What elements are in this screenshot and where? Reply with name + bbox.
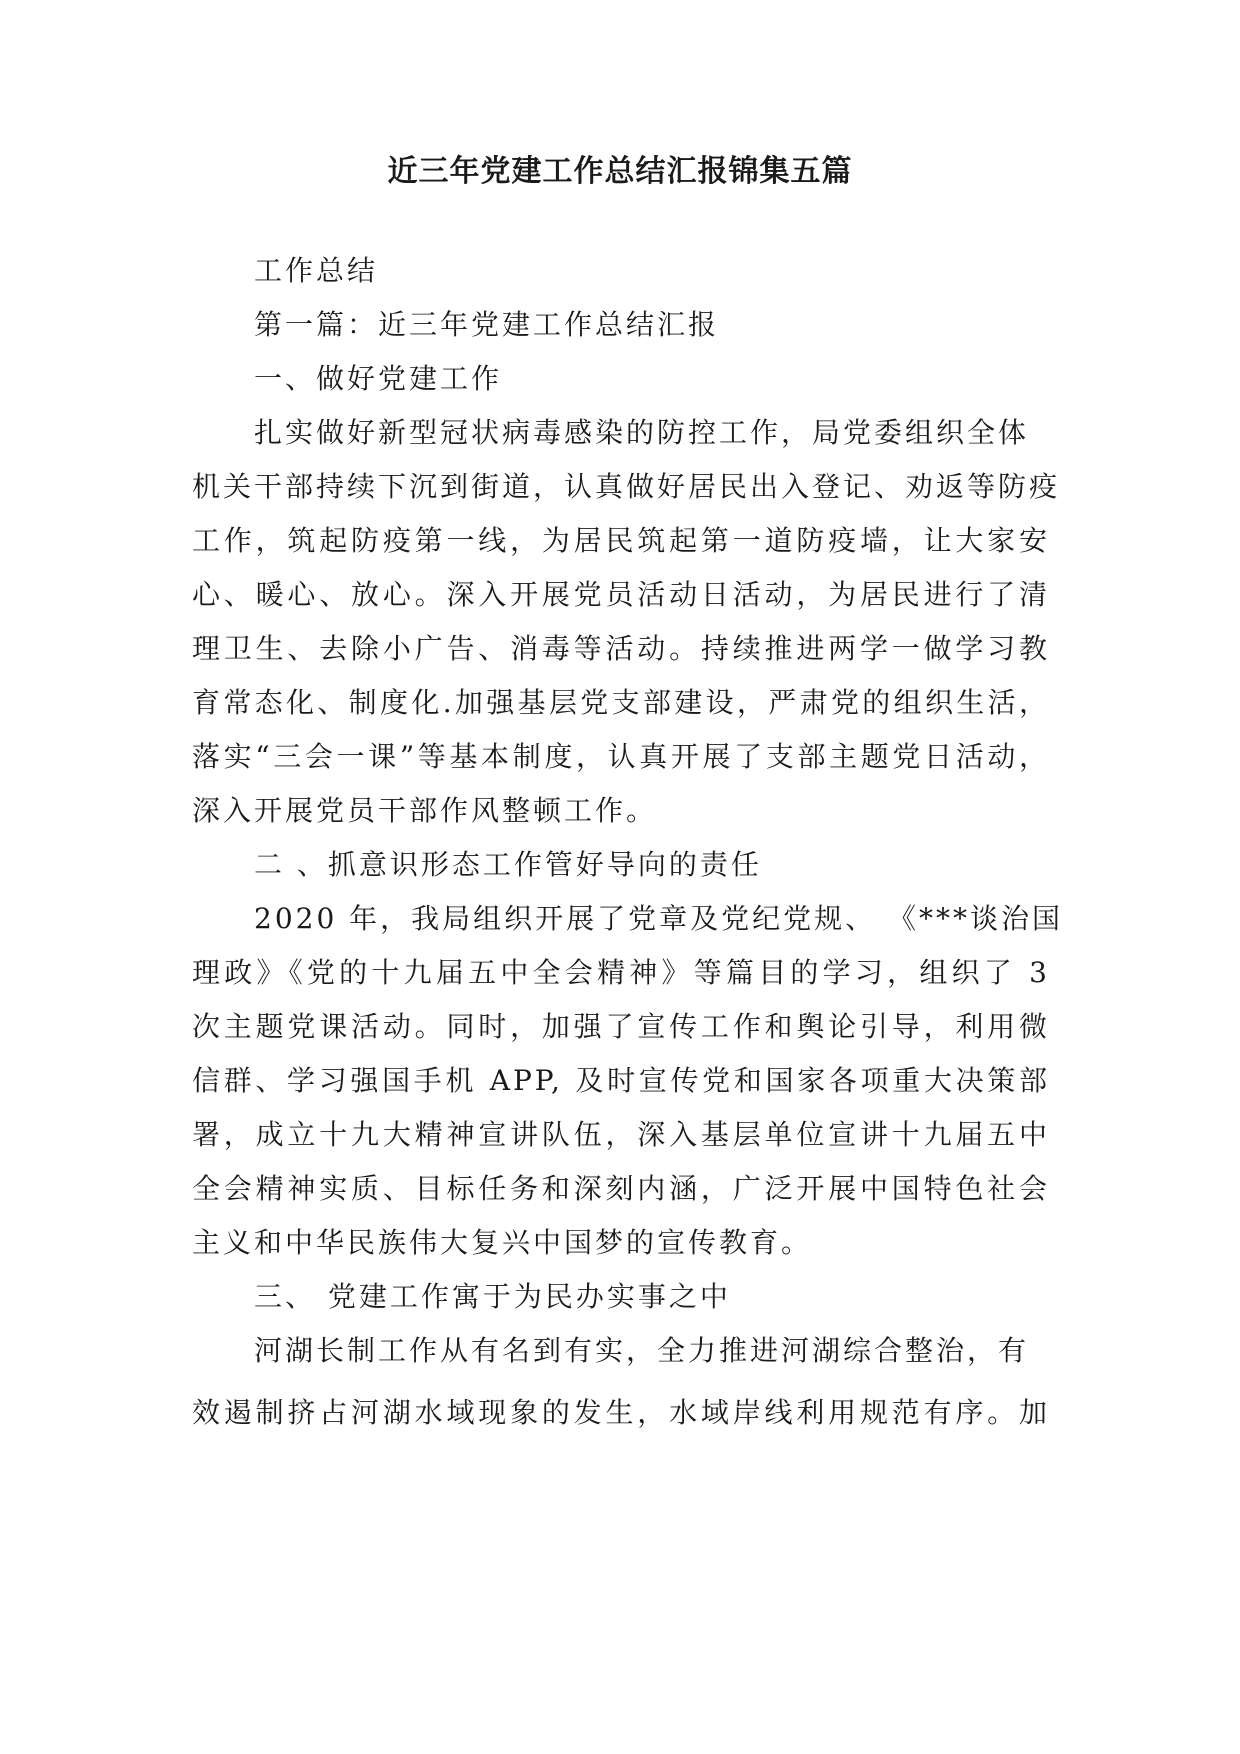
section-1-line: 心、暖心、放心。深入开展党员活动日活动，为居民进行了清: [192, 578, 1050, 611]
section-2-line: 次主题党课活动。同时，加强了宣传工作和舆论引导，利用微: [192, 1010, 1050, 1043]
section-1-heading: 一、做好党建工作: [254, 362, 503, 395]
section-3-line: 效遏制挤占河湖水域现象的发生，水域岸线利用规范有序。加: [192, 1396, 1050, 1429]
section-3-line: 河湖长制工作从有名到有实，全力推进河湖综合整治，有: [254, 1334, 1030, 1367]
section-1-line: 理卫生、去除小广告、消毒等活动。持续推进两学一做学习教: [192, 632, 1050, 665]
section-2-line: 2020 年，我局组织开展了党章及党纪党规、 《***谈治国: [254, 902, 1064, 935]
document-body: [192, 244, 1064, 1440]
section-1-line: 工作，筑起防疫第一线，为居民筑起第一道防疫墙，让大家安: [192, 524, 1050, 557]
section-1-line: 育常态化、制度化.加强基层党支部建设，严肃党的组织生活，: [192, 686, 1050, 719]
section-2-line: 署，成立十九大精神宣讲队伍，深入基层单位宣讲十九届五中: [192, 1118, 1050, 1151]
chapter-heading: 第一篇：近三年党建工作总结汇报: [254, 308, 720, 341]
section-2-line: 信群、学习强国手机 APP, 及时宣传党和国家各项重大决策部: [192, 1064, 1050, 1097]
section-1-line: 落实“三会一课”等基本制度，认真开展了支部主题党日活动，: [192, 740, 1050, 773]
section-1-line: 机关干部持续下沉到街道，认真做好居民出入登记、劝返等防疫: [192, 470, 1061, 503]
section-1-line: 深入开展党员干部作风整顿工作。: [192, 794, 658, 827]
paragraph-gap: [192, 1378, 1050, 1386]
document-label: 工作总结: [254, 254, 379, 287]
document-title: 近三年党建工作总结汇报锦集五篇: [387, 154, 853, 189]
section-1-line: 扎实做好新型冠状病毒感染的防控工作，局党委组织全体: [254, 416, 1030, 449]
section-3-heading: 三、 党建工作寓于为民办实事之中: [254, 1280, 731, 1313]
section-2-line: 理政》《党的十九届五中全会精神》等篇目的学习，组织了 3: [192, 956, 1050, 989]
section-2-heading: 二 、抓意识形态工作管好导向的责任: [254, 848, 762, 881]
section-2-line: 全会精神实质、目标任务和深刻内涵，广泛开展中国特色社会: [192, 1172, 1050, 1205]
section-2-line: 主义和中华民族伟大复兴中国梦的宣传教育。: [192, 1226, 813, 1259]
